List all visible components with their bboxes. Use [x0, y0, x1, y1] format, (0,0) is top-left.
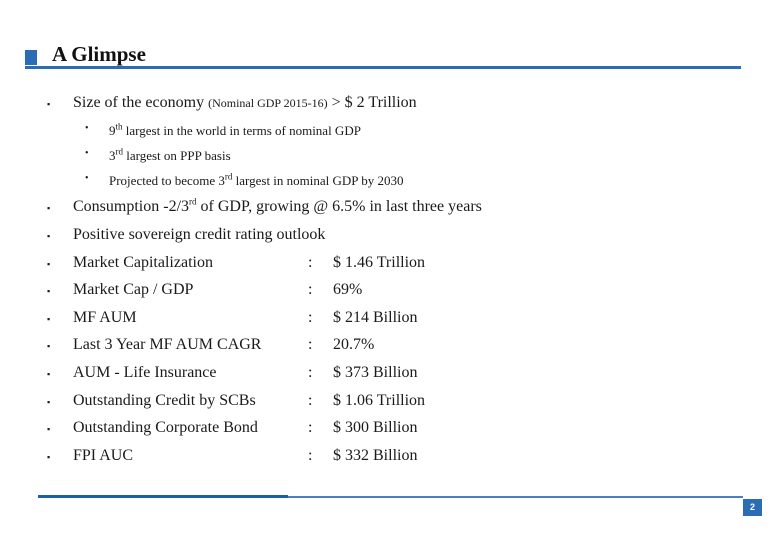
metric-value: $ 1.46 Trillion [333, 254, 426, 271]
footer-rule-accent [38, 495, 288, 498]
point-line [73, 198, 482, 216]
metric-colon: : [308, 447, 313, 464]
metric-colon: : [308, 309, 313, 326]
metric-colon: : [308, 254, 313, 271]
metric-label: Last 3 Year MF AUM CAGR [73, 336, 262, 353]
bullet-icon: ▪ [47, 259, 51, 269]
sub-point-text: 3 [109, 148, 116, 163]
point-text: Consumption -2/3 [73, 198, 190, 215]
sub-point-text: largest in the world in terms of nominal GDP [122, 123, 361, 138]
bullet-icon: ▪ [47, 286, 51, 296]
sub-point [109, 123, 361, 139]
bullet-icon: ▪ [47, 341, 51, 351]
intro-line [73, 94, 417, 112]
sub-bullet-icon: • [85, 173, 89, 184]
metric-colon: : [308, 364, 313, 381]
metric-value: $ 373 Billion [333, 364, 418, 381]
bullet-icon: ▪ [47, 424, 51, 434]
sub-point-sup: th [115, 121, 123, 132]
metric-value: $ 214 Billion [333, 309, 418, 326]
sub-point-text: Projected to become 3 [109, 173, 225, 188]
sub-bullet-icon: • [85, 148, 89, 159]
metric-colon: : [308, 336, 313, 353]
metric-label: Outstanding Corporate Bond [73, 419, 258, 436]
bullet-icon: ▪ [47, 231, 51, 241]
bullet-icon: ▪ [47, 203, 51, 213]
metric-colon: : [308, 392, 313, 409]
point-line [73, 226, 325, 244]
page-number: 2 [743, 499, 762, 516]
bullet-icon: ▪ [47, 369, 51, 379]
metric-colon: : [308, 419, 313, 436]
title-underline [25, 66, 741, 69]
metric-value: 20.7% [333, 336, 375, 353]
sub-point-sup: rd [115, 146, 123, 157]
point-sup: rd [189, 196, 197, 207]
title-marker [25, 50, 37, 65]
metric-label: Market Capitalization [73, 254, 213, 271]
intro-tail: > $ 2 Trillion [331, 94, 417, 111]
page-title: A Glimpse [52, 42, 146, 66]
sub-point [109, 148, 231, 164]
metric-value: $ 1.06 Trillion [333, 392, 426, 409]
metric-label: AUM - Life Insurance [73, 364, 217, 381]
bullet-icon: ▪ [47, 452, 51, 462]
metric-label: FPI AUC [73, 447, 134, 464]
metric-label: MF AUM [73, 309, 137, 326]
sub-point-sup: rd [224, 171, 233, 182]
bullet-icon: ▪ [47, 314, 51, 324]
metric-value: $ 300 Billion [333, 419, 418, 436]
bullet-icon: ▪ [47, 397, 51, 407]
sub-point [109, 173, 404, 189]
metric-value: $ 332 Billion [333, 447, 418, 464]
point-text: Positive sovereign credit rating outlook [73, 226, 326, 243]
sub-point-text: largest in nominal GDP by 2030 [232, 173, 404, 188]
metric-colon: : [308, 281, 313, 298]
metric-label: Outstanding Credit by SCBs [73, 392, 256, 409]
intro-lead: Size of the economy [73, 94, 205, 111]
point-text: of GDP, growing @ 6.5% in last three years [196, 198, 482, 215]
sub-point-text: 9 [109, 123, 116, 138]
sub-bullet-icon: • [85, 123, 89, 134]
metric-value: 69% [333, 281, 363, 298]
intro-note: (Nominal GDP 2015-16) [208, 96, 328, 110]
metric-label: Market Cap / GDP [73, 281, 194, 298]
sub-point-text: largest on PPP basis [123, 148, 231, 163]
bullet-icon: ▪ [47, 99, 51, 109]
